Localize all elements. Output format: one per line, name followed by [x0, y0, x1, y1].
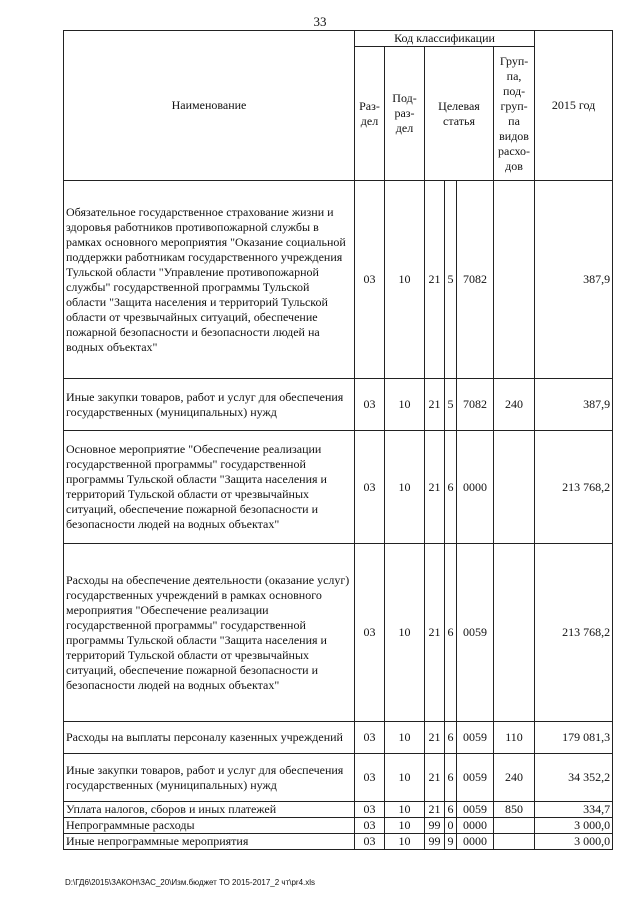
row-cs1: 21 — [425, 431, 445, 544]
row-cs3: 0059 — [457, 802, 494, 818]
row-amount: 387,9 — [535, 181, 613, 379]
row-cs3: 0000 — [457, 818, 494, 834]
table-row — [64, 431, 613, 544]
row-amount: 387,9 — [535, 379, 613, 431]
row-name: Иные закупки товаров, работ и услуг для обеспечения государственных (муниципальных) нужд — [64, 379, 355, 431]
row-podrazdel: 10 — [385, 754, 425, 802]
header-name: Наименование — [64, 31, 355, 181]
table-row — [64, 722, 613, 754]
row-cs2: 6 — [445, 544, 457, 722]
row-cs1: 99 — [425, 834, 445, 850]
row-name: Обязательное государственное страхование жизни и здоровья работников противопожарной службы в рамках основного мероприятия "Оказание социальной поддержки работникам государственного учреждения Тульской области "Управление противопожарной службы" государственной программы Тульской области "Защита населения и территорий Тульской области от чрезвычайных ситуаций, обеспечение пожарной безопасности и безопасности людей на водных объектах" — [64, 181, 355, 379]
row-name: Расходы на обеспечение деятельности (оказание услуг) государственных учреждений в рамках основного мероприятия "Обеспечение реализации государственной программы" государственной программы Тульской области "Защита населения и территорий Тульской области от чрезвычайных ситуаций, обеспечение пожарной безопасности и безопасности людей на водных объектах" — [64, 544, 355, 722]
page-number: 33 — [313, 14, 327, 29]
row-amount: 34 352,2 — [535, 754, 613, 802]
row-vr: 240 — [494, 379, 535, 431]
row-cs3: 0059 — [457, 754, 494, 802]
row-podrazdel: 10 — [385, 802, 425, 818]
row-cs2: 0 — [445, 818, 457, 834]
table-row — [64, 754, 613, 802]
row-cs1: 99 — [425, 818, 445, 834]
row-amount: 213 768,2 — [535, 544, 613, 722]
row-cs1: 21 — [425, 544, 445, 722]
row-cs3: 0000 — [457, 431, 494, 544]
row-name: Непрограммные расходы — [64, 818, 355, 834]
row-cs2: 6 — [445, 754, 457, 802]
row-amount: 3 000,0 — [535, 834, 613, 850]
row-cs2: 9 — [445, 834, 457, 850]
table-row — [64, 181, 613, 379]
header-subsection: Под- раз- дел — [385, 47, 425, 181]
row-razdel: 03 — [355, 754, 385, 802]
header-section: Раз- дел — [355, 47, 385, 181]
row-cs2: 5 — [445, 379, 457, 431]
row-razdel: 03 — [355, 181, 385, 379]
header-expense-type: Груп- па, под- груп- па видов расхо- дов — [494, 47, 535, 181]
row-vr — [494, 431, 535, 544]
row-name: Уплата налогов, сборов и иных платежей — [64, 802, 355, 818]
row-amount: 213 768,2 — [535, 431, 613, 544]
row-cs2: 6 — [445, 431, 457, 544]
row-podrazdel: 10 — [385, 181, 425, 379]
row-razdel: 03 — [355, 379, 385, 431]
row-cs2: 6 — [445, 802, 457, 818]
table-row — [64, 379, 613, 431]
header-target: Целевая статья — [425, 47, 494, 181]
row-cs2: 5 — [445, 181, 457, 379]
row-amount: 334,7 — [535, 802, 613, 818]
row-cs3: 0059 — [457, 544, 494, 722]
table-row — [64, 818, 613, 834]
row-vr: 850 — [494, 802, 535, 818]
row-podrazdel: 10 — [385, 544, 425, 722]
row-vr — [494, 834, 535, 850]
row-cs3: 7082 — [457, 379, 494, 431]
row-podrazdel: 10 — [385, 834, 425, 850]
file-path-footer: D:\ГД6\2015\ЗАКОН\ЗАС_20\Изм.бюджет ТО 2015-2017_2 чт\pr4.xls — [65, 878, 316, 887]
row-vr — [494, 181, 535, 379]
row-name: Иные непрограммные мероприятия — [64, 834, 355, 850]
row-cs2: 6 — [445, 722, 457, 754]
row-razdel: 03 — [355, 802, 385, 818]
row-cs3: 0000 — [457, 834, 494, 850]
row-razdel: 03 — [355, 544, 385, 722]
table-row — [64, 802, 613, 818]
row-podrazdel: 10 — [385, 379, 425, 431]
row-podrazdel: 10 — [385, 818, 425, 834]
row-cs1: 21 — [425, 802, 445, 818]
row-name: Расходы на выплаты персоналу казенных учреждений — [64, 722, 355, 754]
row-podrazdel: 10 — [385, 431, 425, 544]
budget-table — [63, 30, 613, 850]
row-amount: 179 081,3 — [535, 722, 613, 754]
row-cs1: 21 — [425, 754, 445, 802]
row-cs1: 21 — [425, 722, 445, 754]
row-cs3: 7082 — [457, 181, 494, 379]
row-razdel: 03 — [355, 818, 385, 834]
table-row — [64, 834, 613, 850]
row-vr: 240 — [494, 754, 535, 802]
header-code-group: Код классификации — [355, 31, 535, 47]
row-podrazdel: 10 — [385, 722, 425, 754]
row-vr — [494, 818, 535, 834]
header-year: 2015 год — [535, 31, 613, 181]
row-razdel: 03 — [355, 431, 385, 544]
row-vr: 110 — [494, 722, 535, 754]
table-row — [64, 544, 613, 722]
row-amount: 3 000,0 — [535, 818, 613, 834]
row-cs1: 21 — [425, 379, 445, 431]
row-vr — [494, 544, 535, 722]
row-name: Основное мероприятие "Обеспечение реализации государственной программы" государственной программы Тульской области "Защита населения и территорий Тульской области от чрезвычайных ситуаций, обеспечение пожарной безопасности и безопасности людей на водных объектах" — [64, 431, 355, 544]
row-cs1: 21 — [425, 181, 445, 379]
row-razdel: 03 — [355, 722, 385, 754]
row-name: Иные закупки товаров, работ и услуг для обеспечения государственных (муниципальных) нужд — [64, 754, 355, 802]
row-cs3: 0059 — [457, 722, 494, 754]
row-razdel: 03 — [355, 834, 385, 850]
